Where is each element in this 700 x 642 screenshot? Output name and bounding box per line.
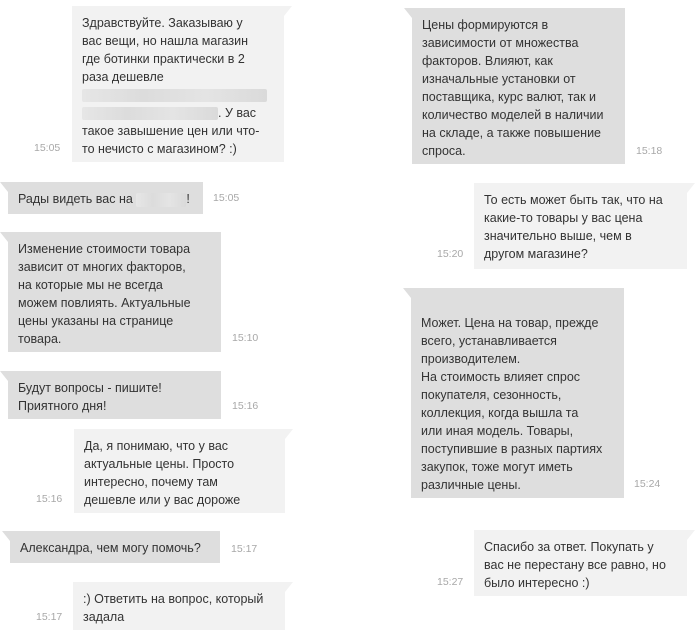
message-line: вас не перестану все равно, но (484, 558, 666, 572)
message-line: где ботинки практически в 2 (82, 52, 245, 66)
message-timestamp: 15:17 (36, 611, 63, 623)
message-line: количество моделей в наличии (422, 108, 604, 122)
chat-message-user (474, 530, 687, 596)
message-timestamp: 15:20 (437, 248, 464, 260)
message-line: вас вещи, но нашла магазин (82, 34, 249, 48)
message-line: задала (83, 610, 125, 624)
chat-message-agent (8, 232, 221, 352)
message-line: актуальные цены. Просто (84, 457, 235, 471)
message-line: различные цены. (421, 478, 521, 492)
message-timestamp: 15:16 (232, 400, 259, 412)
message-line: закупок, тоже могут иметь (421, 460, 573, 474)
message-text: Рады видеть вас на (18, 192, 133, 206)
message-timestamp: 15:16 (36, 493, 63, 505)
message-line: покупателя, сезонность, (421, 388, 562, 402)
message-line: раза дешевле (82, 70, 164, 84)
message-timestamp: 15:17 (231, 543, 258, 555)
message-line: поступившие в разных партиях (421, 442, 603, 456)
message-line: Здравствуйте. Заказываю у (82, 16, 243, 30)
message-line: можем повлиять. Актуальные (18, 296, 191, 310)
message-line: поставщика, курс валют, так и (422, 90, 597, 104)
message-line: на которые мы не всегда (18, 278, 163, 292)
chat-message-user (74, 429, 285, 513)
message-line: или иная модель. Товары, (421, 424, 574, 438)
message-line: Да, я понимаю, что у вас (84, 439, 229, 453)
message-line: Цены формируются в (422, 18, 549, 32)
chat-message-user (474, 183, 687, 269)
message-line: спроса. (422, 144, 466, 158)
message-line: На стоимость влияет спрос (421, 370, 581, 384)
message-line: Изменение стоимости товара (18, 242, 191, 256)
chat-message-agent (10, 531, 220, 563)
message-line: значительно выше, чем в (484, 229, 632, 243)
message-line: зависит от многих факторов, (18, 260, 186, 274)
message-line: :) Ответить на вопрос, который (83, 592, 264, 606)
message-line: другом магазине? (484, 247, 588, 261)
chat-message-agent (412, 8, 625, 164)
message-line: Александра, чем могу помочь? (20, 541, 201, 555)
chat-message-agent (8, 182, 203, 214)
message-timestamp: 15:10 (232, 332, 259, 344)
message-line: дешевле или у вас дороже (84, 493, 241, 507)
message-timestamp: 15:05 (213, 192, 240, 204)
message-line: на складе, а также повышение (422, 126, 602, 140)
message-line: Приятного дня! (18, 399, 107, 413)
message-timestamp: 15:05 (34, 142, 61, 154)
message-line: Спасибо за ответ. Покупать у (484, 540, 654, 554)
message-line: факторов. Влияют, как (422, 54, 553, 68)
message-line: интересно, почему там (84, 475, 218, 489)
message-line: такое завышение цен или что- (82, 124, 260, 138)
redacted-link (82, 89, 267, 102)
chat-message-agent (8, 371, 221, 419)
chat-message-user (73, 582, 285, 630)
message-text: . У вас (218, 106, 257, 120)
message-line: Может. Цена на товар, прежде (421, 316, 599, 330)
message-line: какие-то товары у вас цена (484, 211, 643, 225)
message-line: производителем. (421, 352, 521, 366)
message-line: изначальные установки от (422, 72, 576, 86)
message-line: всего, устанавливается (421, 334, 557, 348)
message-line: то нечисто с магазином? :) (82, 142, 237, 156)
message-line: То есть может быть так, что на (484, 193, 663, 207)
message-line: цены указаны на странице (18, 314, 174, 328)
message-line: коллекция, когда вышла та (421, 406, 579, 420)
message-timestamp: 15:24 (634, 478, 661, 490)
chat-message-user (72, 6, 284, 162)
message-timestamp: 15:27 (437, 576, 464, 588)
chat-message-agent (411, 288, 624, 498)
message-line: товара. (18, 332, 62, 346)
message-line: зависимости от множества (422, 36, 579, 50)
redacted-store-name (136, 193, 186, 207)
message-timestamp: 15:18 (636, 145, 663, 157)
message-line: было интересно :) (484, 576, 590, 590)
message-text: ! (186, 192, 190, 206)
redacted-link (82, 107, 218, 120)
message-line: Будут вопросы - пишите! (18, 381, 162, 395)
